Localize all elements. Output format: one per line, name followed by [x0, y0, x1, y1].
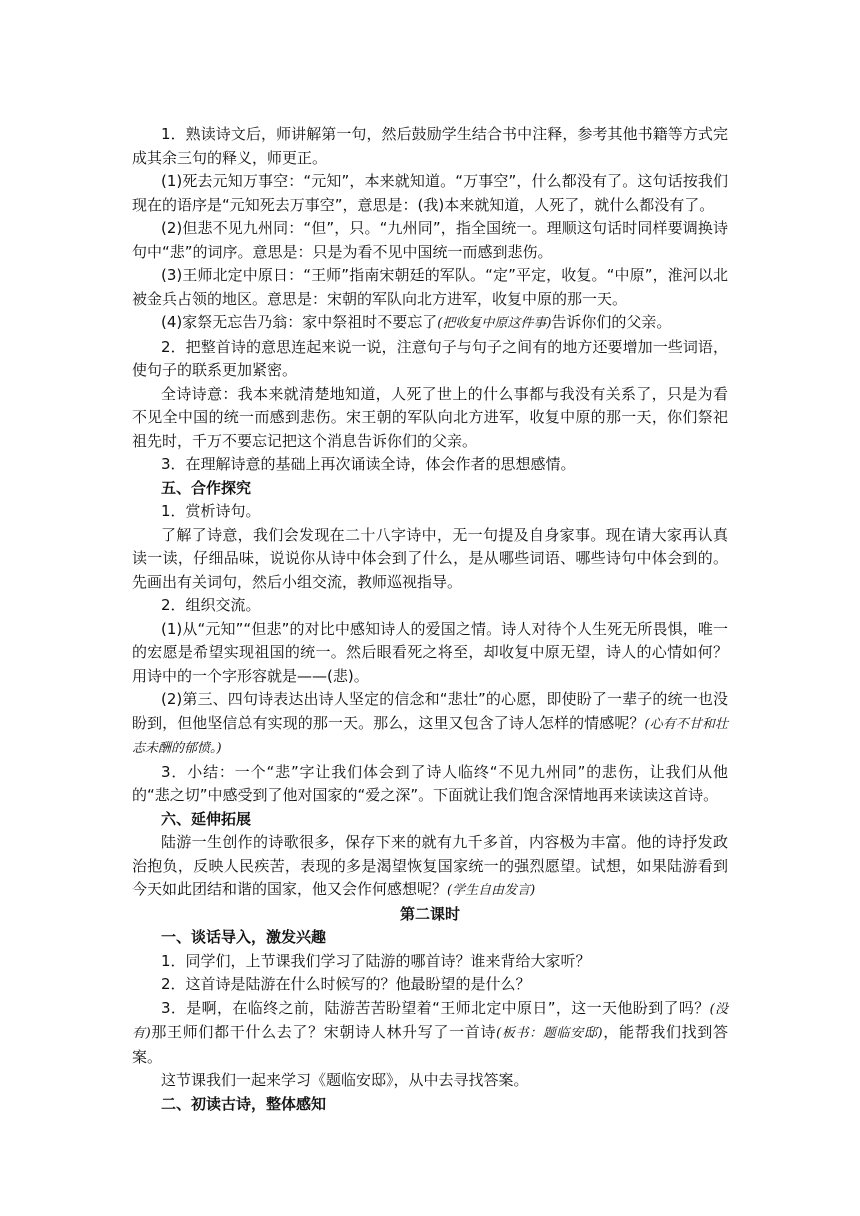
- paragraph: (1)从“元知”“但悲”的对比中感知诗人的爱国之情。诗人对待个人生死无所畏惧，唯一的宏愿是希望实现祖国的统一。然后眼看死之将至，却收复中原无望，诗人的心情如何？用诗中的一个字形容就是——(悲)。: [132, 619, 728, 685]
- paragraph: (3)王师北定中原日：“王师”指南宋朝廷的军队。“定”平定，收复。“中原”，淮河以北被金兵占领的地区。意思是：宋朝的军队向北方进军，收复中原的那一天。: [132, 266, 728, 308]
- paragraph: 1．同学们，上节课我们学习了陆游的哪首诗？谁来背给大家听？: [161, 951, 591, 970]
- paragraph: 全诗诗意：我本来就清楚地知道，人死了世上的什么事都与我没有关系了，只是为看不见全中国的统一而感到悲伤。宋王朝的军队向北方进军，收复中原的那一天，你们祭祀祖先时，千万不要忘记把这个消息告诉你们的父亲。: [132, 384, 728, 450]
- paragraph: (2)但悲不见九州同：“但”，只。“九州同”，指全国统一。理顺这句话时同样要调换诗句中“悲”的词序。意思是：只是为看不见中国统一而感到悲伤。: [132, 219, 728, 261]
- italic-note: (把收复中原这件事): [437, 316, 552, 331]
- section-heading: 五、合作探究: [161, 478, 252, 497]
- text-run: (2)第三、四句诗表达出诗人坚定的信念和“悲壮”的心愿，即使盼了一辈子的统一也没盼到，但他坚信总有实现的那一天。那么，这里又包含了诗人怎样的情感呢？: [132, 690, 728, 732]
- text-run: 那王师们都干什么去了？宋朝诗人林升写了一首诗: [150, 1023, 497, 1041]
- italic-note: (心有不甘和壮志未酬的郁愤。): [132, 716, 728, 756]
- text-run: 陆游一生创作的诗歌很多，保存下来的就有九千多首，内容极为丰富。他的诗抒发政治抱负，反映人民疾苦，表现的多是渴望恢复国家统一的强烈愿望。试想，如果陆游看到今天如此团结和谐的国家，他又会作何感想呢？: [132, 833, 728, 898]
- paragraph: 3．小结：一个“悲”字让我们体会到了诗人临终“不见九州同”的悲伤，让我们从他的“悲之切”中感受到了他对国家的“爱之深”。下面就让我们饱含深情地再来读读这首诗。: [132, 762, 728, 804]
- paragraph: 3．在理解诗意的基础上再次诵读全诗，体会作者的思想感情。: [161, 455, 576, 473]
- paragraph: 1．赏析诗句。: [161, 502, 261, 520]
- paragraph: 这节课我们一起来学习《题临安邸》，从中去寻找答案。: [161, 1071, 529, 1089]
- paragraph: 了解了诗意，我们会发现在二十八字诗中，无一句提及自身家事。现在请大家再认真读一读，仔细品味，说说你从诗中体会到了什么，是从哪些词语、哪些诗句中体会到的。先画出有关词句，然后小组交流，教师巡视指导。: [132, 525, 728, 591]
- paragraph: 2．把整首诗的意思连起来说一说，注意句子与句子之间有的地方还要增加一些词语，使句子的联系更加紧密。: [132, 337, 728, 379]
- section-heading: 六、延伸拓展: [161, 809, 252, 828]
- text-run: 3．是啊，在临终之前，陆游苦苦盼望着“王师北定中原日”，这一天他盼到了吗？: [161, 998, 710, 1017]
- document-body: [0, 123, 860, 1116]
- paragraph: [0, 311, 860, 336]
- paragraph: [0, 688, 860, 761]
- paragraph: (1)死去元知万事空：“元知”，本来就知道。“万事空”，什么都没有了。这句话按我们现在的语序是“元知死去万事空”，意思是：(我)本来就知道，人死了，就什么都没有了。: [132, 172, 728, 214]
- text-run: 告诉你们的父亲。: [551, 313, 672, 331]
- lesson-title: 第二课时: [399, 904, 460, 923]
- paragraph: 1．熟读诗文后，师讲解第一句，然后鼓励学生结合书中注释，参考其他书籍等方式完成其余三句的释义，师更正。: [132, 125, 728, 167]
- text-run: ，能帮我们找到答案。: [132, 1023, 728, 1066]
- italic-note: (板书：题临安邸): [496, 1026, 603, 1041]
- italic-note: (没有): [132, 1001, 728, 1041]
- paragraph: 2．这首诗是陆游在什么时候写的？他最盼望的是什么？: [161, 975, 531, 993]
- paragraph: 2．组织交流。: [161, 596, 261, 614]
- section-heading: 二、初读古诗，整体感知: [161, 1094, 327, 1113]
- text-run: (4)家祭无忘告乃翁：家中祭祖时不要忘了: [161, 313, 438, 331]
- paragraph: [0, 997, 860, 1070]
- paragraph: [0, 831, 860, 903]
- italic-note: (学生自由发言): [447, 883, 536, 898]
- section-heading: 一、谈话导入，激发兴趣: [161, 928, 327, 946]
